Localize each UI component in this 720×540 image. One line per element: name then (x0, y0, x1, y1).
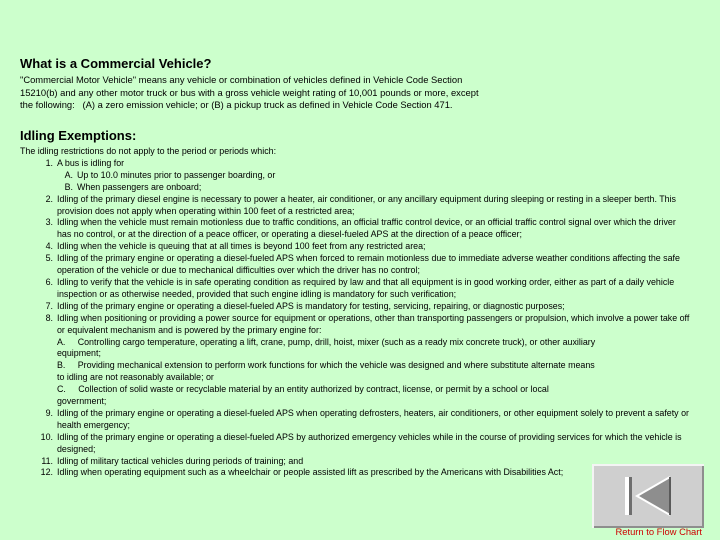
item-number: 10. (40, 431, 53, 442)
item-number: 12. (40, 467, 53, 478)
list-item (20, 432, 692, 456)
list-item (20, 217, 692, 241)
item-text (57, 194, 692, 218)
sub-item-paragraph: government; (57, 396, 107, 407)
item-text: Idling when the vehicle is queuing that at all times is beyond 100 feet from any restricted area; (57, 241, 426, 252)
item-text: Idling of the primary engine or operating a diesel-fueled APS is mandatory for testing, servicing, repairing, or diagnostic purposes; (57, 300, 565, 311)
sub-item-paragraph: A. Controlling cargo temperature, operating a lift, crane, pump, drill, hoist, mixer (such as a ready mix concrete truck), or other auxiliary (57, 336, 596, 347)
idling-exemptions-heading: Idling Exemptions: (20, 128, 137, 143)
item-text (57, 253, 692, 277)
item-text (57, 217, 692, 241)
item-number: 6. (45, 276, 53, 287)
commercial-vehicle-heading: What is a Commercial Vehicle? (20, 56, 212, 71)
item-line: Idling of the primary engine or operating a diesel-fueled APS by authorized emergency vehicles while in the course (57, 431, 507, 442)
item-number: 4. (45, 241, 53, 252)
item-line: Americans with Disabilities Act; (440, 467, 564, 478)
item-line: Idling when the vehicle must remain motionless due to traffic conditions, an official traffic control device, or an official traffic control signal (57, 217, 592, 228)
back-to-start-icon (592, 464, 704, 528)
sub-item-label: B. (64, 181, 73, 192)
return-to-flow-chart-link[interactable]: Return to Flow Chart (615, 526, 702, 537)
item-text: A bus is idling for (57, 157, 125, 168)
item-number: 8. (45, 312, 53, 323)
exemptions-list (20, 146, 692, 479)
item-number: 3. (45, 217, 53, 228)
list-item (20, 301, 692, 313)
list-item (20, 253, 692, 277)
item-text (57, 277, 692, 301)
item-line: Idling when operating equipment such as a wheelchair or people assisted lift as prescribed by the (57, 467, 439, 478)
item-number: 7. (45, 300, 53, 311)
definition-line: the following: (A) a zero emission vehicle; or (B) a pickup truck as defined in Vehicle Code Section 471. (20, 99, 453, 111)
sub-item-paragraph: to idling are not reasonably available; or (57, 372, 214, 383)
definition-line: "Commercial Motor Vehicle" means any vehicle or combination of vehicles defined in Vehicle Code Section (20, 74, 463, 85)
item-line: or other equipment solely to prevent a safety or health emergency; (57, 407, 689, 430)
sub-item-paragraph: C. Collection of solid waste or recyclable material by an entity authorized by contract, license, or permit by a school or local (57, 384, 549, 395)
item-number: 9. (45, 407, 53, 418)
sub-item (20, 170, 692, 182)
item-text (57, 313, 692, 337)
item-text (57, 432, 692, 456)
sub-item-paragraph: B. Providing mechanical extension to perform work functions for which the vehicle was designed and where substitute alternate means (57, 360, 595, 371)
list-item (20, 241, 692, 253)
item-line: Idling of the primary engine or operating a diesel-fueled APS when forced to remain motionless due to immediate adverse weather (57, 253, 568, 264)
item-line: over which the driver has no control, or at the direction of a peace officer, or operating a diesel-fueled APS at the direction of a peace (57, 217, 676, 240)
sub-item (20, 182, 692, 194)
item-line: involve a power take off or equivalent mechanism and is powered by the primary engine for: (57, 312, 690, 335)
list-item (20, 313, 692, 337)
item-line: a sleeper berth. This provision does not apply when operating within 100 feet of a restricted area; (57, 193, 676, 216)
list-item (20, 408, 692, 432)
item-number: 5. (45, 253, 53, 264)
exemptions-intro: The idling restrictions do not apply to the period or periods which: (20, 146, 277, 156)
commercial-vehicle-definition (20, 74, 700, 112)
item-line: Idling when positioning or providing a power source for equipment or operations, other than transporting passengers or propulsion, which (57, 312, 594, 323)
item-number: 2. (45, 193, 53, 204)
sub-item-paragraph: equipment; (57, 348, 101, 359)
item-line: officer; (495, 229, 522, 240)
item-line: Idling to verify that the vehicle is in safe operating condition as required by law and that all equipment is in good working order, either as (57, 276, 589, 287)
sub-item-label: A. (64, 169, 73, 180)
back-to-start-button[interactable] (592, 464, 704, 528)
list-item (20, 277, 692, 301)
item-number: 1. (45, 157, 53, 168)
item-text (57, 408, 692, 432)
item-line: part of a daily vehicle inspection or as otherwise needed, provided that such engine idling is mandatory for such verification; (57, 276, 675, 299)
item-number: 11. (41, 455, 53, 466)
item-line: conditions affecting the safe operation of the vehicle or due to mechanical difficulties over which the driver has no control; (57, 253, 680, 276)
item-line: Idling of the primary diesel engine is necessary to power a heater, air conditioner, or any ancillary equipment during sleeping or resting in (57, 193, 593, 204)
item-text: Idling of military tactical vehicles during periods of training; and (57, 455, 304, 466)
list-item (20, 158, 692, 170)
item-line: Idling of the primary engine or operating a diesel-fueled APS when operating defrosters, heaters, air conditioners, (57, 407, 502, 418)
sub-item-text: When passengers are onboard; (77, 181, 202, 192)
definition-line: 15210(b) and any other motor truck or bus with a gross vehicle weight rating of 10,001 pounds or more, except (20, 86, 479, 98)
list-item (20, 194, 692, 218)
item-line: of providing services for which the vehicle is designed; (57, 431, 682, 454)
sub-item-text: Up to 10.0 minutes prior to passenger boarding, or (77, 169, 276, 180)
